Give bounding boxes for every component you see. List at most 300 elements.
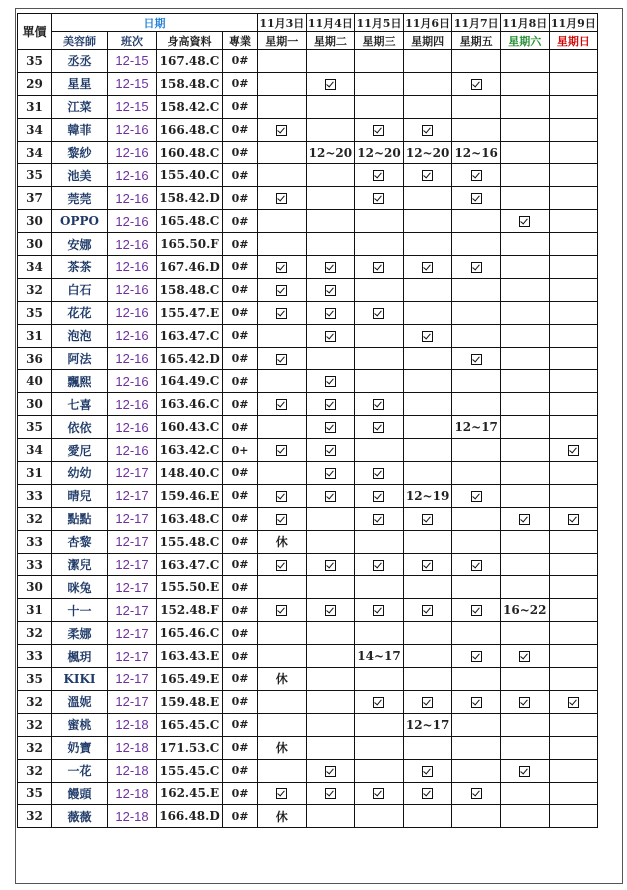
checkbox-checked-icon: [519, 766, 530, 777]
stylist-cell: 依依: [52, 416, 108, 439]
day-cell-note: 12~19: [403, 484, 452, 507]
specialty-cell: 0#: [223, 118, 258, 141]
day-cell-empty: [549, 95, 598, 118]
table-row: [18, 576, 598, 599]
price-cell: 35: [18, 164, 52, 187]
stylist-cell: 點點: [52, 507, 108, 530]
day-cell-empty: [500, 256, 549, 279]
day-cell-checked: [355, 690, 404, 713]
checkbox-checked-icon: [471, 651, 482, 662]
checkbox-checked-icon: [568, 445, 579, 456]
day-cell-checked: [452, 484, 501, 507]
day-cell-empty: [452, 530, 501, 553]
stylist-cell: 楓玥: [52, 645, 108, 668]
stylist-header: 美容師: [52, 32, 108, 50]
day-cell-empty: [355, 210, 404, 233]
day-cell-empty: [452, 324, 501, 347]
price-cell: 30: [18, 210, 52, 233]
day-cell-empty: [403, 805, 452, 828]
table-row: [18, 690, 598, 713]
stylist-cell: 莞莞: [52, 187, 108, 210]
day-cell-checked: [306, 599, 355, 622]
day-cell-empty: [403, 72, 452, 95]
day-cell-empty: [549, 805, 598, 828]
day-cell-checked: [258, 256, 307, 279]
day-cell-empty: [549, 668, 598, 691]
day-cell-empty: [258, 210, 307, 233]
specialty-cell: 0#: [223, 690, 258, 713]
class-cell: 12-16: [108, 301, 157, 324]
class-cell: 12-17: [108, 690, 157, 713]
day-cell-checked: [403, 759, 452, 782]
day-cell-empty: [355, 530, 404, 553]
day-cell-checked: [258, 118, 307, 141]
profile-cell: 158.48.C: [157, 72, 223, 95]
day-cell-empty: [549, 416, 598, 439]
day-cell-empty: [500, 233, 549, 256]
day-cell-empty: [500, 278, 549, 301]
specialty-cell: 0#: [223, 782, 258, 805]
specialty-cell: 0#: [223, 668, 258, 691]
day-cell-checked: [355, 782, 404, 805]
class-cell: 12-16: [108, 416, 157, 439]
profile-cell: 158.42.C: [157, 95, 223, 118]
stylist-cell: 池美: [52, 164, 108, 187]
weekday-header: 星期四: [403, 32, 452, 50]
specialty-cell: 0#: [223, 141, 258, 164]
day-cell-checked: [403, 599, 452, 622]
day-cell-checked: [452, 690, 501, 713]
profile-cell: 155.47.E: [157, 301, 223, 324]
class-cell: 12-16: [108, 164, 157, 187]
class-cell: 12-18: [108, 713, 157, 736]
table-row: [18, 50, 598, 73]
specialty-cell: 0#: [223, 233, 258, 256]
checkbox-checked-icon: [373, 788, 384, 799]
specialty-cell: 0#: [223, 347, 258, 370]
profile-cell: 159.46.E: [157, 484, 223, 507]
specialty-cell: 0#: [223, 805, 258, 828]
profile-cell: 152.48.F: [157, 599, 223, 622]
checkbox-checked-icon: [276, 514, 287, 525]
profile-cell: 164.49.C: [157, 370, 223, 393]
class-cell: 12-16: [108, 210, 157, 233]
day-cell-checked: [500, 210, 549, 233]
day-cell-empty: [500, 370, 549, 393]
day-cell-empty: [355, 347, 404, 370]
profile-cell: 167.48.C: [157, 50, 223, 73]
date-header: 11月4日: [306, 14, 355, 32]
day-cell-note: 休: [258, 668, 307, 691]
day-cell-empty: [500, 301, 549, 324]
checkbox-checked-icon: [373, 468, 384, 479]
day-cell-empty: [500, 622, 549, 645]
day-cell-empty: [500, 95, 549, 118]
checkbox-checked-icon: [471, 491, 482, 502]
checkbox-checked-icon: [373, 193, 384, 204]
profile-cell: 165.42.D: [157, 347, 223, 370]
day-cell-checked: [306, 416, 355, 439]
checkbox-checked-icon: [519, 216, 530, 227]
checkbox-checked-icon: [422, 697, 433, 708]
day-cell-empty: [306, 805, 355, 828]
price-cell: 32: [18, 690, 52, 713]
price-cell: 35: [18, 668, 52, 691]
checkbox-checked-icon: [471, 560, 482, 571]
day-cell-checked: [403, 690, 452, 713]
day-cell-empty: [403, 668, 452, 691]
checkbox-checked-icon: [373, 697, 384, 708]
class-cell: 12-16: [108, 256, 157, 279]
specialty-cell: 0#: [223, 599, 258, 622]
table-row: [18, 668, 598, 691]
table-row: [18, 736, 598, 759]
class-cell: 12-17: [108, 507, 157, 530]
checkbox-checked-icon: [471, 697, 482, 708]
date-group-header: 日期: [52, 14, 258, 32]
date-header: 11月3日: [258, 14, 307, 32]
checkbox-checked-icon: [422, 262, 433, 273]
table-row: [18, 530, 598, 553]
weekday-header: 星期五: [452, 32, 501, 50]
day-cell-empty: [306, 690, 355, 713]
specialty-cell: 0#: [223, 324, 258, 347]
date-header: 11月6日: [403, 14, 452, 32]
profile-cell: 166.48.C: [157, 118, 223, 141]
checkbox-checked-icon: [373, 308, 384, 319]
price-cell: 30: [18, 576, 52, 599]
class-cell: 12-18: [108, 736, 157, 759]
day-cell-note: 休: [258, 530, 307, 553]
day-cell-checked: [452, 187, 501, 210]
checkbox-checked-icon: [325, 422, 336, 433]
day-cell-empty: [355, 805, 404, 828]
class-header: 班次: [108, 32, 157, 50]
stylist-cell: 江菜: [52, 95, 108, 118]
checkbox-checked-icon: [276, 308, 287, 319]
checkbox-checked-icon: [325, 788, 336, 799]
table-row: [18, 439, 598, 462]
day-cell-empty: [306, 347, 355, 370]
price-cell: 34: [18, 141, 52, 164]
day-cell-empty: [355, 622, 404, 645]
day-cell-empty: [306, 507, 355, 530]
day-cell-empty: [549, 347, 598, 370]
checkbox-checked-icon: [373, 422, 384, 433]
day-cell-checked: [355, 553, 404, 576]
table-row: [18, 370, 598, 393]
day-cell-checked: [258, 507, 307, 530]
day-cell-empty: [355, 759, 404, 782]
stylist-cell: 白石: [52, 278, 108, 301]
day-cell-note: 16~22: [500, 599, 549, 622]
stylist-cell: 阿法: [52, 347, 108, 370]
day-cell-empty: [306, 210, 355, 233]
day-cell-checked: [258, 278, 307, 301]
day-cell-empty: [355, 95, 404, 118]
table-row: [18, 301, 598, 324]
price-cell: 30: [18, 393, 52, 416]
specialty-cell: 0#: [223, 507, 258, 530]
stylist-cell: 丞丞: [52, 50, 108, 73]
day-cell-empty: [500, 393, 549, 416]
day-cell-empty: [500, 439, 549, 462]
checkbox-checked-icon: [471, 605, 482, 616]
price-cell: 35: [18, 782, 52, 805]
profile-cell: 158.48.C: [157, 278, 223, 301]
stylist-cell: 茶茶: [52, 256, 108, 279]
class-cell: 12-17: [108, 462, 157, 485]
stylist-cell: 韓菲: [52, 118, 108, 141]
table-row: [18, 256, 598, 279]
day-cell-empty: [452, 507, 501, 530]
stylist-cell: 咪兔: [52, 576, 108, 599]
day-cell-checked: [355, 416, 404, 439]
day-cell-empty: [403, 210, 452, 233]
profile-cell: 155.50.E: [157, 576, 223, 599]
price-cell: 35: [18, 50, 52, 73]
day-cell-empty: [549, 553, 598, 576]
table-row: [18, 713, 598, 736]
weekday-header: 星期一: [258, 32, 307, 50]
day-cell-checked: [549, 690, 598, 713]
day-cell-empty: [355, 439, 404, 462]
profile-cell: 155.45.C: [157, 759, 223, 782]
day-cell-checked: [500, 690, 549, 713]
day-cell-empty: [403, 736, 452, 759]
profile-cell: 155.48.C: [157, 530, 223, 553]
class-cell: 12-16: [108, 370, 157, 393]
checkbox-checked-icon: [373, 491, 384, 502]
day-cell-checked: [355, 393, 404, 416]
profile-cell: 165.45.C: [157, 713, 223, 736]
day-cell-empty: [355, 668, 404, 691]
day-cell-checked: [258, 553, 307, 576]
day-cell-empty: [403, 347, 452, 370]
day-cell-empty: [258, 324, 307, 347]
day-cell-checked: [452, 645, 501, 668]
table-row: [18, 95, 598, 118]
day-cell-checked: [258, 301, 307, 324]
checkbox-checked-icon: [325, 445, 336, 456]
day-cell-checked: [258, 484, 307, 507]
price-cell: 31: [18, 324, 52, 347]
profile-cell: 163.42.C: [157, 439, 223, 462]
day-cell-empty: [549, 736, 598, 759]
specialty-cell: 0#: [223, 278, 258, 301]
day-cell-checked: [306, 484, 355, 507]
day-cell-checked: [355, 187, 404, 210]
day-cell-empty: [403, 576, 452, 599]
checkbox-checked-icon: [325, 766, 336, 777]
specialty-cell: 0#: [223, 393, 258, 416]
price-cell: 30: [18, 233, 52, 256]
specialty-cell: 0#: [223, 416, 258, 439]
day-cell-empty: [549, 645, 598, 668]
checkbox-checked-icon: [276, 354, 287, 365]
price-cell: 32: [18, 622, 52, 645]
specialty-cell: 0#: [223, 645, 258, 668]
day-cell-empty: [306, 713, 355, 736]
day-cell-checked: [355, 256, 404, 279]
checkbox-checked-icon: [422, 514, 433, 525]
profile-cell: 159.48.E: [157, 690, 223, 713]
day-cell-empty: [258, 50, 307, 73]
checkbox-checked-icon: [325, 262, 336, 273]
day-cell-checked: [452, 256, 501, 279]
day-cell-note: 12~20: [355, 141, 404, 164]
table-row: [18, 484, 598, 507]
checkbox-checked-icon: [325, 468, 336, 479]
checkbox-checked-icon: [373, 262, 384, 273]
day-cell-empty: [306, 622, 355, 645]
day-cell-empty: [355, 233, 404, 256]
class-cell: 12-15: [108, 50, 157, 73]
day-cell-empty: [355, 72, 404, 95]
day-cell-empty: [549, 393, 598, 416]
price-cell: 33: [18, 530, 52, 553]
checkbox-checked-icon: [422, 788, 433, 799]
checkbox-checked-icon: [325, 285, 336, 296]
checkbox-checked-icon: [568, 514, 579, 525]
day-cell-empty: [500, 118, 549, 141]
price-cell: 32: [18, 278, 52, 301]
profile-cell: 160.43.C: [157, 416, 223, 439]
stylist-cell: 星星: [52, 72, 108, 95]
stylist-cell: 黎紗: [52, 141, 108, 164]
day-cell-empty: [306, 95, 355, 118]
price-cell: 32: [18, 759, 52, 782]
checkbox-checked-icon: [325, 605, 336, 616]
day-cell-empty: [306, 645, 355, 668]
day-cell-empty: [452, 439, 501, 462]
day-cell-checked: [258, 347, 307, 370]
checkbox-checked-icon: [276, 125, 287, 136]
day-cell-empty: [452, 95, 501, 118]
stylist-cell: 蜜桃: [52, 713, 108, 736]
weekday-header-saturday: 星期六: [500, 32, 549, 50]
checkbox-checked-icon: [325, 399, 336, 410]
day-cell-checked: [403, 256, 452, 279]
specialty-cell: 0#: [223, 713, 258, 736]
checkbox-checked-icon: [373, 560, 384, 571]
table-row: [18, 347, 598, 370]
day-cell-note: 14~17: [355, 645, 404, 668]
table-row: [18, 141, 598, 164]
day-cell-empty: [549, 370, 598, 393]
class-cell: 12-17: [108, 645, 157, 668]
date-header: 11月8日: [500, 14, 549, 32]
profile-cell: 163.47.C: [157, 553, 223, 576]
day-cell-empty: [355, 50, 404, 73]
class-cell: 12-18: [108, 782, 157, 805]
specialty-cell: 0#: [223, 530, 258, 553]
day-cell-empty: [452, 736, 501, 759]
price-cell: 33: [18, 553, 52, 576]
day-cell-checked: [355, 301, 404, 324]
table-row: [18, 72, 598, 95]
price-cell: 35: [18, 301, 52, 324]
day-cell-checked: [306, 278, 355, 301]
price-cell: 33: [18, 484, 52, 507]
day-cell-empty: [549, 278, 598, 301]
day-cell-empty: [452, 759, 501, 782]
stylist-cell: 晴兒: [52, 484, 108, 507]
class-cell: 12-17: [108, 576, 157, 599]
specialty-cell: 0#: [223, 210, 258, 233]
day-cell-empty: [258, 622, 307, 645]
day-cell-checked: [403, 118, 452, 141]
day-cell-empty: [258, 233, 307, 256]
day-cell-empty: [549, 782, 598, 805]
day-cell-empty: [452, 370, 501, 393]
profile-cell: 163.48.C: [157, 507, 223, 530]
class-cell: 12-16: [108, 393, 157, 416]
day-cell-empty: [306, 530, 355, 553]
day-cell-empty: [403, 530, 452, 553]
table-row: [18, 278, 598, 301]
checkbox-checked-icon: [471, 170, 482, 181]
day-cell-empty: [306, 668, 355, 691]
specialty-cell: 0#: [223, 256, 258, 279]
weekday-header-sunday: 星期日: [549, 32, 598, 50]
table-row: [18, 462, 598, 485]
day-cell-empty: [500, 324, 549, 347]
day-cell-empty: [500, 164, 549, 187]
checkbox-checked-icon: [471, 788, 482, 799]
stylist-cell: 幼幼: [52, 462, 108, 485]
day-cell-empty: [500, 576, 549, 599]
class-cell: 12-16: [108, 187, 157, 210]
table-row: [18, 416, 598, 439]
day-cell-checked: [500, 645, 549, 668]
day-cell-empty: [403, 301, 452, 324]
checkbox-checked-icon: [276, 399, 287, 410]
checkbox-checked-icon: [325, 376, 336, 387]
profile-cell: 160.48.C: [157, 141, 223, 164]
stylist-cell: 一花: [52, 759, 108, 782]
day-cell-empty: [258, 759, 307, 782]
day-cell-empty: [549, 599, 598, 622]
day-cell-empty: [403, 416, 452, 439]
class-cell: 12-16: [108, 141, 157, 164]
day-cell-note: 12~16: [452, 141, 501, 164]
day-cell-checked: [452, 347, 501, 370]
day-cell-empty: [500, 347, 549, 370]
profile-cell: 158.42.D: [157, 187, 223, 210]
class-cell: 12-16: [108, 439, 157, 462]
checkbox-checked-icon: [276, 262, 287, 273]
day-cell-empty: [500, 484, 549, 507]
day-cell-empty: [403, 370, 452, 393]
price-cell: 34: [18, 256, 52, 279]
day-cell-note: 休: [258, 736, 307, 759]
day-cell-checked: [306, 393, 355, 416]
class-cell: 12-15: [108, 95, 157, 118]
price-cell: 29: [18, 72, 52, 95]
day-cell-empty: [500, 72, 549, 95]
specialty-cell: 0#: [223, 95, 258, 118]
specialty-cell: 0#: [223, 553, 258, 576]
checkbox-checked-icon: [422, 766, 433, 777]
profile-cell: 163.47.C: [157, 324, 223, 347]
specialty-cell: 0#: [223, 576, 258, 599]
table-row: [18, 759, 598, 782]
price-cell: 35: [18, 416, 52, 439]
day-cell-empty: [500, 187, 549, 210]
stylist-cell: 七喜: [52, 393, 108, 416]
day-cell-empty: [549, 576, 598, 599]
